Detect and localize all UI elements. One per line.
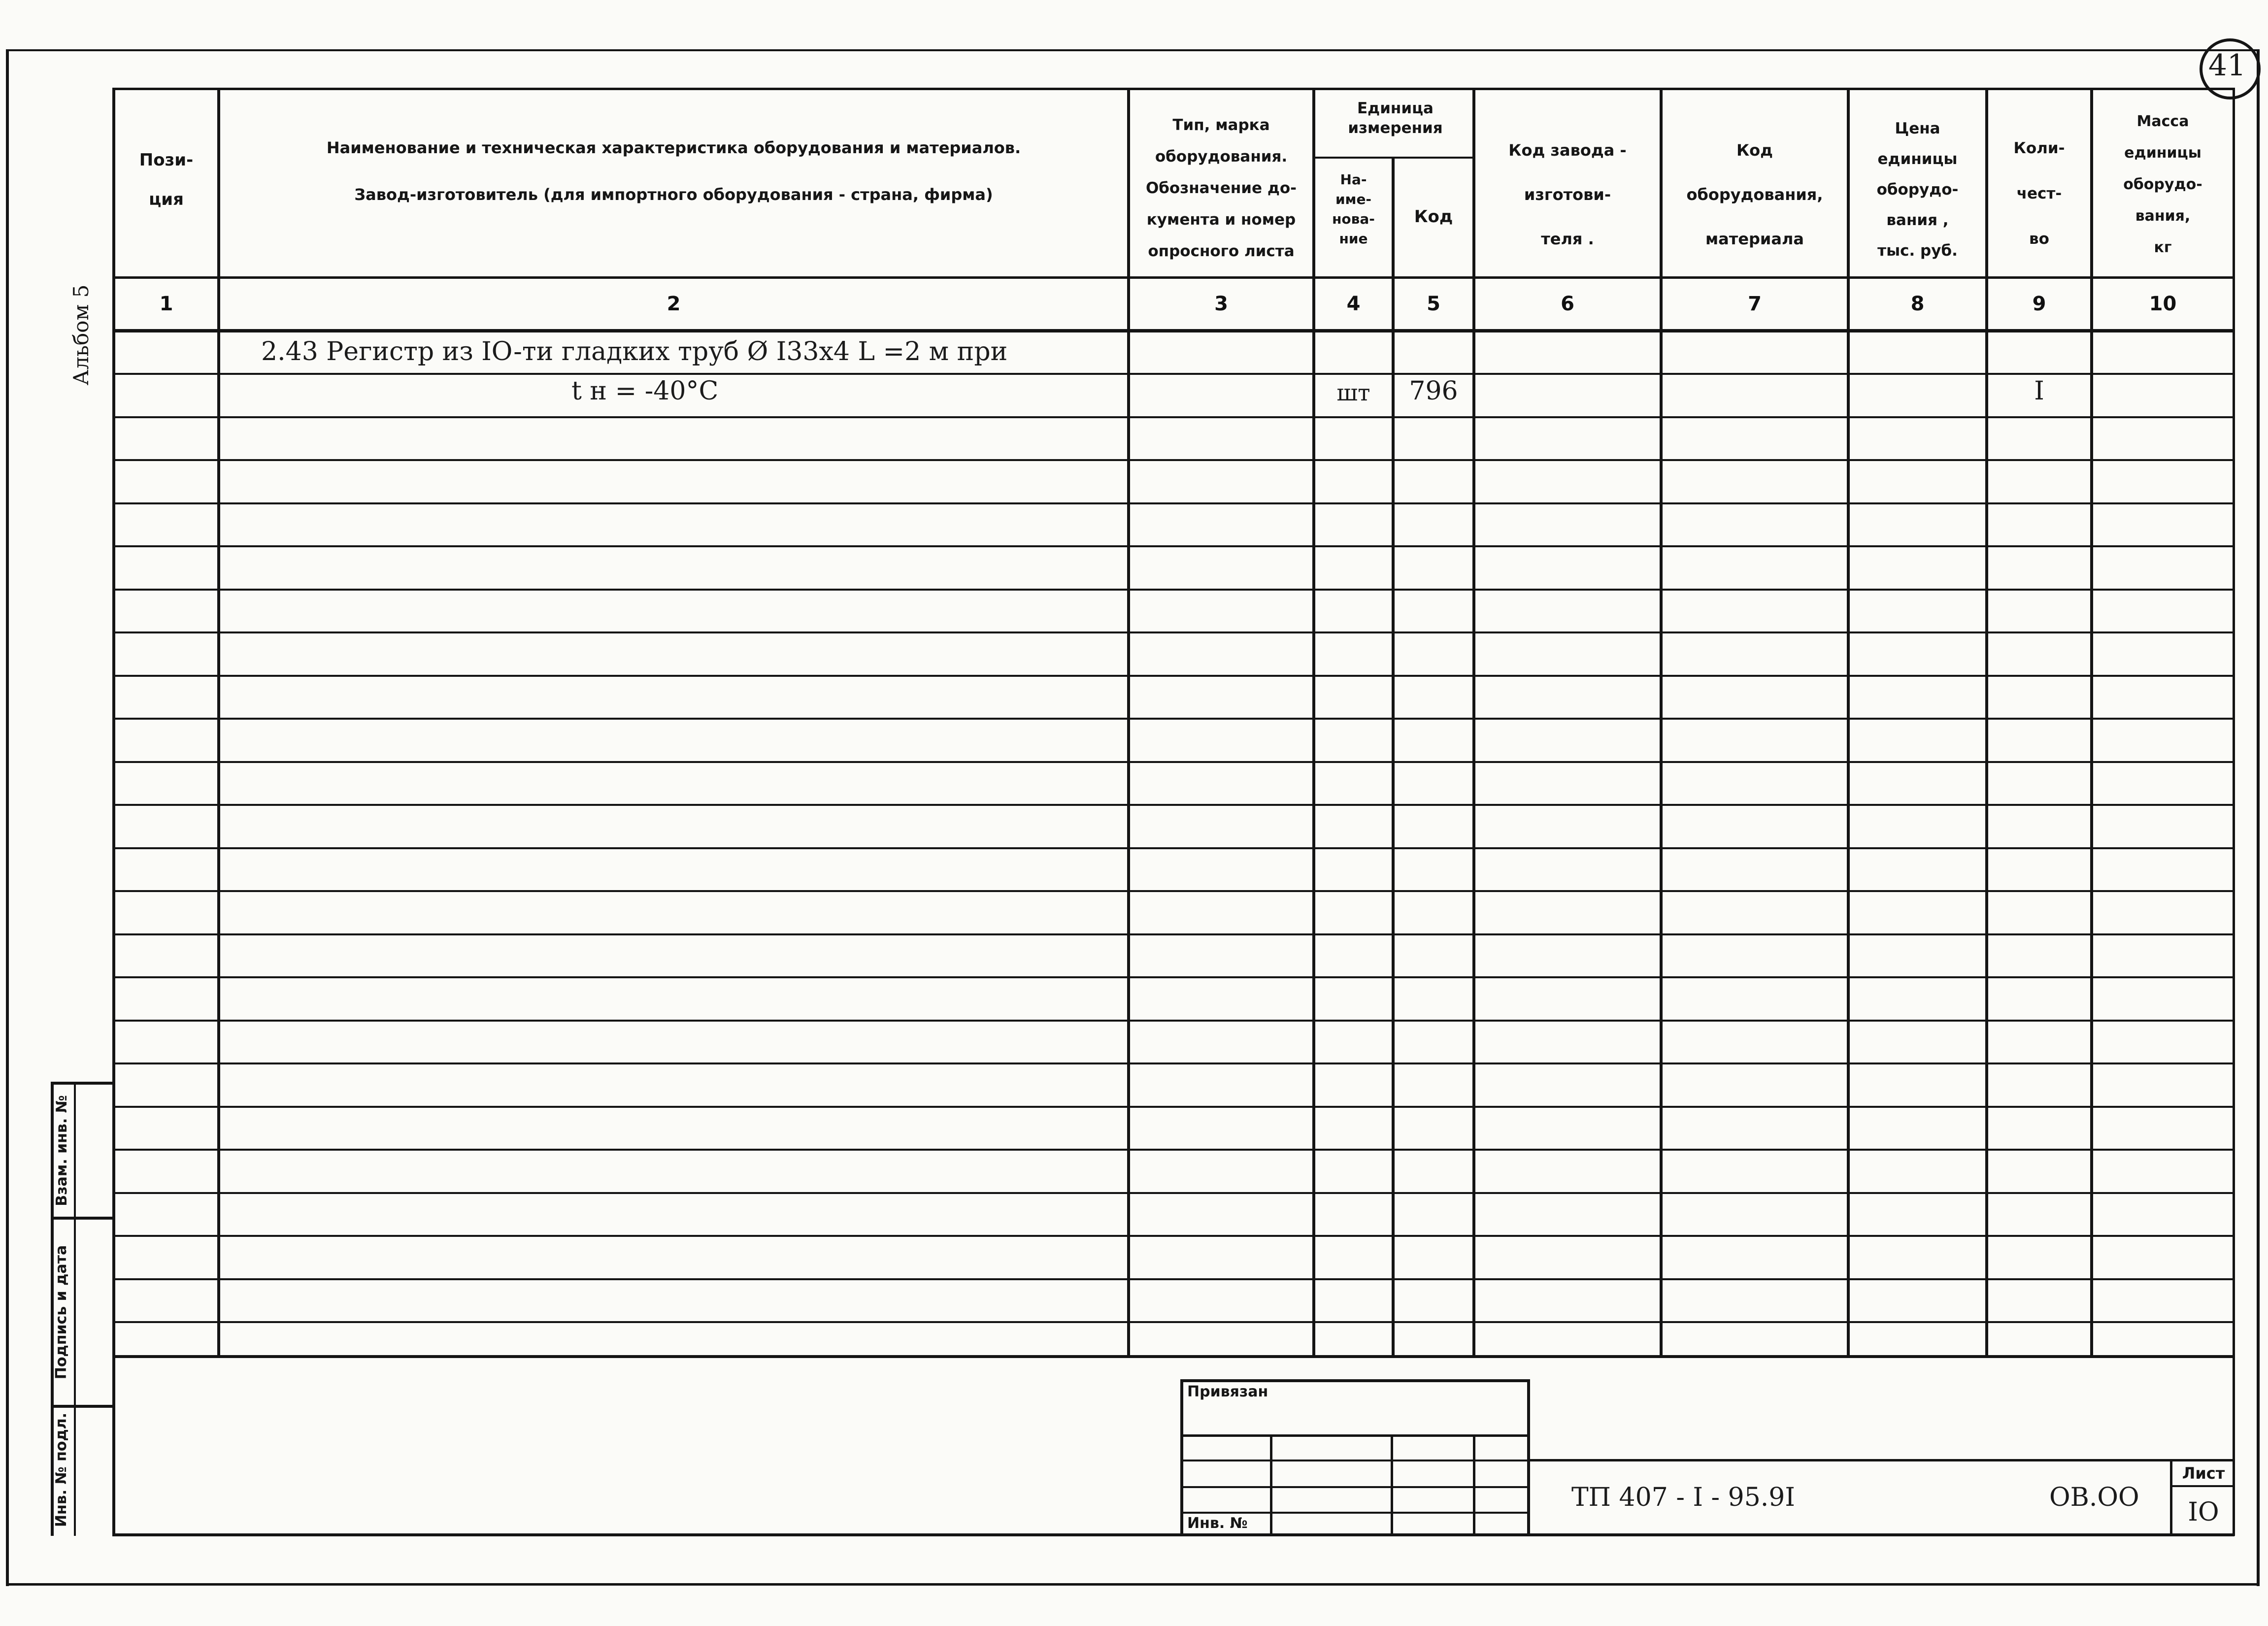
table-row-rule <box>112 675 2235 677</box>
column-number-10: 10 <box>2149 293 2177 315</box>
table-row-rule <box>112 1278 2235 1280</box>
title-block-col-2 <box>1391 1434 1393 1536</box>
table-row-rule <box>112 761 2235 763</box>
table-row-rule <box>112 976 2235 978</box>
header-col-name-line1: Наименование и техническая характеристика оборудования и материалов. <box>326 138 1021 157</box>
header-col-quantity: Коли- чест- во <box>2013 139 2065 248</box>
table-row-rule <box>112 1192 2235 1194</box>
entry-quantity: I <box>2034 376 2044 406</box>
entry-description-line1: 2.43 Регистр из IO-ти гладких труб Ø I33x4 L =2 м при <box>261 337 1008 366</box>
column-number-3: 3 <box>1214 293 1228 315</box>
sheet-number-label: 41 <box>2208 48 2246 83</box>
table-body-bottom-rule <box>112 1355 2235 1358</box>
title-block-row-4 <box>1180 1512 1530 1514</box>
table-row-rule <box>112 1321 2235 1323</box>
doc-code-top <box>1527 1459 2235 1461</box>
title-block-row-1 <box>1180 1434 1530 1437</box>
header-col-mass: Масса единицы оборудо- вания, кг <box>2123 113 2202 256</box>
header-col-unit-code: Код <box>1414 207 1453 227</box>
list-number: IO <box>2188 1497 2219 1527</box>
stamp-podpis-data: Подпись и дата <box>53 1245 70 1380</box>
entry-description-line2: t н = -40°C <box>571 376 719 406</box>
table-row-rule <box>112 933 2235 935</box>
header-col-equipment-code: Код оборудования, материала <box>1686 141 1823 248</box>
column-number-2: 2 <box>667 293 681 315</box>
doc-code: ТП 407 - I - 95.9I <box>1571 1483 1795 1512</box>
col-divider-4 <box>1392 158 1395 1358</box>
header-col-type: Тип, марка оборудования. Обозначение до- кумента и номер опросного листа <box>1145 116 1297 260</box>
header-col-price: Цена единицы оборудо- вания , тыс. руб. <box>1876 120 1959 260</box>
frame-left <box>6 49 9 1586</box>
table-right <box>2233 88 2235 1536</box>
header-col-position: Пози- ция <box>139 150 194 209</box>
frame-top <box>6 49 2260 51</box>
table-row-rule <box>112 545 2235 547</box>
section-code: ОВ.ОО <box>2049 1483 2139 1512</box>
privyazan-label: Привязан <box>1187 1383 1268 1400</box>
album-label: Альбом 5 <box>69 284 93 386</box>
unit-group-divider <box>1312 157 1475 159</box>
inv-no-label: Инв. № <box>1187 1515 1248 1532</box>
table-row-rule <box>112 804 2235 806</box>
title-block-col-3 <box>1473 1434 1475 1536</box>
colnum-bottom-rule <box>112 329 2235 332</box>
table-row-rule <box>112 373 2235 375</box>
table-bottom <box>112 1533 2235 1536</box>
table-row-rule <box>112 1062 2235 1064</box>
list-label: Лист <box>2182 1464 2225 1483</box>
table-top <box>112 88 2235 90</box>
side-stamp-inner-line <box>74 1082 76 1536</box>
table-row-rule <box>112 847 2235 849</box>
table-row-rule <box>112 1020 2235 1022</box>
table-row-rule <box>112 890 2235 892</box>
entry-unit-name: шт <box>1336 379 1370 406</box>
column-number-1: 1 <box>159 293 173 315</box>
table-row-rule <box>112 589 2235 591</box>
title-block-col-1 <box>1270 1434 1272 1536</box>
header-col-name-line2: Завод-изготовитель (для импортного оборудования - страна, фирма) <box>354 185 993 204</box>
table-row-rule <box>112 416 2235 418</box>
table-row-rule <box>112 718 2235 720</box>
table-row-rule <box>112 459 2235 461</box>
entry-unit-code: 796 <box>1409 376 1458 406</box>
table-row-rule <box>112 1106 2235 1108</box>
header-col-unit-name: На- име- нова- ние <box>1332 171 1375 247</box>
column-number-6: 6 <box>1561 293 1574 315</box>
list-box-divider <box>2170 1485 2235 1487</box>
stamp-inv-podl: Инв. № подл. <box>53 1412 70 1527</box>
header-col-unit-group: Единица измерения <box>1348 100 1443 137</box>
stamp-vzam-inv: Взам. инв. № <box>53 1095 70 1206</box>
title-block-row-2 <box>1180 1460 1530 1461</box>
table-row-rule <box>112 631 2235 633</box>
header-col-manufacturer-code: Код завода - изготови- теля . <box>1508 141 1627 248</box>
column-number-9: 9 <box>2032 293 2046 315</box>
column-number-8: 8 <box>1910 293 1925 315</box>
frame-bottom <box>6 1583 2260 1586</box>
column-number-5: 5 <box>1427 293 1440 315</box>
table-row-rule <box>112 1235 2235 1237</box>
table-row-rule <box>112 1149 2235 1151</box>
table-row-rule <box>112 502 2235 504</box>
title-block-row-3 <box>1180 1486 1530 1488</box>
frame-right <box>2257 49 2260 1586</box>
column-number-7: 7 <box>1748 293 1762 315</box>
title-block-top <box>1180 1379 1530 1382</box>
column-number-4: 4 <box>1346 293 1361 315</box>
